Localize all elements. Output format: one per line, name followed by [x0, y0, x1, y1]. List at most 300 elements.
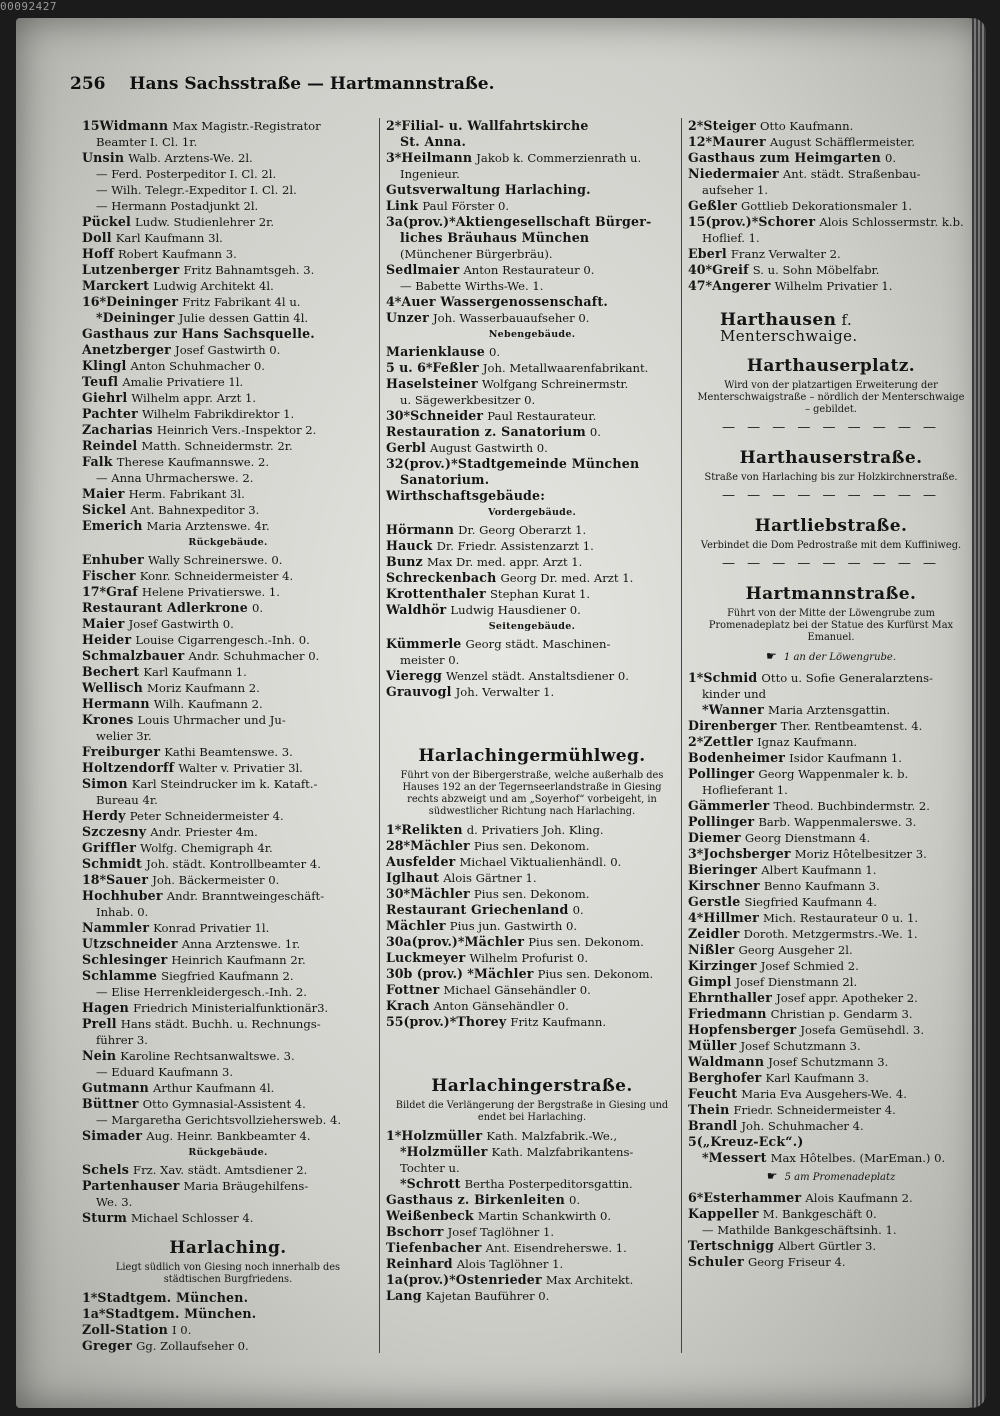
directory-entry: [688, 1134, 974, 1150]
resident-name: Simader: [82, 1128, 143, 1143]
directory-entry: [386, 886, 678, 902]
directory-entry: [386, 998, 678, 1014]
resident-details: Ingenieur.: [400, 167, 460, 181]
resident-name: Ausfelder: [386, 854, 456, 869]
resident-name: St. Anna.: [400, 134, 467, 149]
directory-entry: [386, 636, 678, 652]
resident-details: Louis Uhrmacher und Ju-: [137, 713, 286, 727]
resident-name: Falk: [82, 454, 113, 469]
dash-rule: — — — — — — — — —: [721, 420, 941, 435]
resident-details: 0.: [569, 1193, 581, 1207]
resident-name: Hauck: [386, 538, 433, 553]
position-marker-text: 5 am Promenadeplatz: [784, 1172, 896, 1183]
resident-details: Anton Restaurateur 0.: [463, 263, 595, 277]
resident-details: Maria Bräugehilfens-: [183, 1179, 309, 1193]
resident-details: Otto u. Sofie Generalarztens-: [761, 671, 933, 685]
directory-entry: [688, 1038, 974, 1054]
page-header: [70, 74, 495, 94]
directory-entry: [386, 424, 678, 440]
resident-details: Ant. städt. Straßenbau-: [782, 167, 921, 181]
entry-continuation: [688, 230, 974, 246]
directory-entry: [386, 440, 678, 456]
directory-entry: [688, 1006, 974, 1022]
directory-entry: [82, 696, 374, 712]
house-number: 5 u. 6*: [386, 360, 433, 375]
resident-name: Mächler: [464, 934, 525, 949]
resident-details: Walter v. Privatier 3l.: [178, 761, 303, 775]
entry-continuation: [386, 166, 678, 182]
resident-name: Zacharias: [82, 422, 153, 437]
resident-details: Maria Eva Ausgehers-We. 4.: [741, 1087, 907, 1101]
house-number: 12*: [688, 134, 713, 149]
street-heading-harlachingerstrasse: Harlachingerstraße.: [431, 1076, 633, 1096]
resident-name: Waldhör: [386, 602, 447, 617]
directory-entry: [386, 1224, 678, 1240]
resident-name: Angerer: [712, 278, 771, 293]
directory-entry: [688, 1238, 974, 1254]
resident-name: Mächler: [386, 918, 446, 933]
resident-details: Michael Gänsehändler 0.: [443, 983, 591, 997]
resident-details: Kajetan Bauführer 0.: [425, 1289, 550, 1303]
resident-details: Siegfried Kaufmann 4.: [744, 895, 877, 909]
directory-entry: [386, 950, 678, 966]
entry-continuation: [82, 728, 374, 744]
resident-name: Hopfensberger: [688, 1022, 797, 1037]
resident-details: Hoflieferant 1.: [702, 783, 788, 797]
resident-details: Wilhelm Fabrikdirektor 1.: [142, 407, 295, 421]
directory-entry: [688, 1086, 974, 1102]
house-number: 5: [688, 1134, 697, 1149]
resident-details: Isidor Kaufmann 1.: [789, 751, 902, 765]
directory-entry: [82, 1000, 374, 1016]
resident-name: Deininger: [102, 310, 175, 325]
directory-entry: [82, 1210, 374, 1226]
entry-continuation: [82, 1032, 374, 1048]
directory-entry: [82, 246, 374, 262]
directory-entry: [82, 568, 374, 584]
street-note-hartmannstrasse: Führt von der Mitte der Löwengrube zum Promenadeplatz bei der Statue des Kurfürst Max Emanuel.: [708, 608, 954, 643]
resident-details: Kath. Malzfabrik.-We.,: [486, 1129, 618, 1143]
street-heading-harlaching: Harlaching.: [169, 1238, 287, 1258]
hartmannstrasse-entries: [688, 670, 974, 1166]
resident-details: Martin Schankwirth 0.: [477, 1209, 612, 1223]
resident-name: Aktiengesellschaft Bürger-: [455, 214, 652, 229]
house-number: 2*: [688, 118, 704, 133]
directory-entry: [688, 1190, 974, 1206]
resident-details: u. Sägewerkbesitzer 0.: [400, 393, 536, 407]
directory-entry: [688, 1102, 974, 1118]
street-note-hartliebstrasse: Verbindet die Dom Pedrostraße mit dem Kuffiniweg.: [700, 540, 962, 551]
resident-name: Anetzberger: [82, 342, 172, 357]
resident-details: Anton Schuhmacher 0.: [130, 359, 265, 373]
resident-details: Max Hôtelbes. (MarEman.) 0.: [770, 1151, 946, 1165]
resident-details: Paul Förster 0.: [422, 199, 510, 213]
resident-details: Matth. Schneidermstr. 2r.: [141, 439, 293, 453]
resident-details: Heinrich Vers.-Inspektor 2.: [156, 423, 317, 437]
resident-name: Luckmeyer: [386, 950, 466, 965]
street-heading-harthauserplatz: Harthauserplatz.: [746, 356, 916, 376]
resident-details: Konrad Privatier 1l.: [153, 921, 270, 935]
house-number: 55(prov.)*: [386, 1014, 457, 1029]
directory-entry: [82, 744, 374, 760]
resident-details: August Schäfflermeister.: [769, 135, 916, 149]
resident-details: Wenzel städt. Anstaltsdiener 0.: [446, 669, 629, 683]
column-2: [386, 118, 678, 1304]
house-number: 18*: [82, 872, 107, 887]
directory-entry: [82, 294, 374, 310]
cross-reference-text: f. Menterschwaige.: [720, 311, 858, 345]
resident-name: Holtzendorff: [82, 760, 175, 775]
resident-name: (prov.)*Stadtgemeinde München: [403, 456, 640, 471]
page-title: Hans Sachsstraße — Hartmannstraße.: [129, 74, 495, 94]
directory-entry: [688, 198, 974, 214]
resident-details: Wilhelm Profurist 0.: [469, 951, 589, 965]
street-heading-hartmannstrasse: Hartmannstraße.: [745, 584, 917, 604]
house-number: 32: [386, 456, 404, 471]
directory-entry: [688, 990, 974, 1006]
directory-entry: [386, 262, 678, 278]
resident-details: Josef Taglöhner 1.: [447, 1225, 555, 1239]
resident-details: Frz. Xav. städt. Amtsdiener 2.: [133, 1163, 308, 1177]
resident-details: Wally Schreinerswe. 0.: [147, 553, 283, 567]
directory-entry: [386, 570, 678, 586]
resident-name: Schreckenbach: [386, 570, 497, 585]
directory-entry: [82, 454, 374, 470]
resident-name: Grauvogl: [386, 684, 452, 699]
directory-entry: [688, 798, 974, 814]
resident-name: Restauration z. Sanatorium: [386, 424, 586, 439]
directory-entry: [386, 966, 678, 982]
resident-name: Graf: [106, 584, 138, 599]
column-2-entries: [386, 118, 678, 700]
resident-name: Lang: [386, 1288, 422, 1303]
directory-entry: [386, 538, 678, 554]
resident-details: Amalie Privatiere 1l.: [122, 375, 244, 389]
column-rule-left: [379, 118, 380, 1353]
resident-name: Bieringer: [688, 862, 758, 877]
directory-entry: [688, 1118, 974, 1134]
resident-details: Karoline Rechtsanwaltswe. 3.: [120, 1049, 295, 1063]
directory-entry: [386, 522, 678, 538]
resident-name: Simon: [82, 776, 128, 791]
resident-details: Moriz Kaufmann 2.: [147, 681, 260, 695]
resident-name: Schmidt: [82, 856, 143, 871]
resident-details: Georg Friseur 4.: [747, 1255, 846, 1269]
resident-details: Hoflief. 1.: [702, 231, 760, 245]
resident-name: Müller: [688, 1038, 737, 1053]
resident-name: Berghofer: [688, 1070, 762, 1085]
building-subheading: Rückgebäude.: [188, 537, 268, 548]
resident-details: Wolfg. Chemigraph 4r.: [140, 841, 273, 855]
directory-entry: [688, 134, 974, 150]
resident-details: Josefa Gemüsehdl. 3.: [800, 1023, 925, 1037]
resident-details: Therese Kaufmannswe. 2.: [116, 455, 270, 469]
directory-entry: [386, 408, 678, 424]
house-number: *: [400, 1176, 407, 1191]
resident-details: Ludw. Studienlehrer 2r.: [135, 215, 275, 229]
house-number: 3a(prov.)*: [386, 214, 456, 229]
resident-details: Josef appr. Apotheker 2.: [776, 991, 918, 1005]
street-heading-harlachingermuehlweg: Harlachingermühlweg.: [418, 746, 646, 766]
resident-name: Gerbl: [386, 440, 426, 455]
house-number: 2*: [386, 118, 402, 133]
directory-entry: [386, 982, 678, 998]
house-number: 15(prov.)*: [688, 214, 759, 229]
resident-details: — Hermann Postadjunkt 2l.: [96, 199, 259, 213]
resident-name: Wanner: [708, 702, 764, 717]
resident-name: Tertschnigg: [688, 1238, 775, 1253]
directory-entry: [688, 670, 974, 686]
resident-details: Robert Kaufmann 3.: [117, 247, 237, 261]
resident-details: Friedr. Schneidermeister 4.: [733, 1103, 896, 1117]
resident-details: Joh. Metallwaarenfabrikant.: [482, 361, 649, 375]
directory-entry: [386, 310, 678, 326]
resident-name: Schneider: [410, 408, 484, 423]
resident-details: Joh. Verwalter 1.: [455, 685, 555, 699]
resident-name: Krottenthaler: [386, 586, 486, 601]
directory-entry: [82, 808, 374, 824]
street-heading-hartliebstrasse: Hartliebstraße.: [754, 516, 908, 536]
directory-entry: [688, 150, 974, 166]
resident-name: Mächler: [473, 966, 534, 981]
resident-details: Wilhelm Privatier 1.: [774, 279, 893, 293]
resident-name: Krones: [82, 712, 134, 727]
resident-name: Schlamme: [82, 968, 158, 983]
directory-entry: [688, 894, 974, 910]
resident-name: Freiburger: [82, 744, 161, 759]
entry-continuation: [688, 182, 974, 198]
resident-details: Franz Verwalter 2.: [730, 247, 841, 261]
resident-details: Ant. Bahnexpeditor 3.: [130, 503, 260, 517]
resident-name: Widmann: [99, 118, 169, 133]
directory-entry: [386, 118, 678, 134]
resident-name: Klingl: [82, 358, 127, 373]
pointing-hand-icon: ☛: [766, 1169, 778, 1183]
resident-details: Aug. Heinr. Bankbeamter 4.: [146, 1129, 311, 1143]
resident-name: Fischer: [82, 568, 136, 583]
resident-details: d. Privatiers Joh. Kling.: [466, 823, 604, 837]
resident-name: Holzmüller: [401, 1128, 483, 1143]
directory-entry: [82, 262, 374, 278]
directory-entry: [386, 870, 678, 886]
resident-name: Stadtgem. München.: [97, 1290, 249, 1305]
directory-entry: [688, 1206, 974, 1222]
resident-details: Max Dr. med. appr. Arzt 1.: [426, 555, 583, 569]
directory-entry: [82, 358, 374, 374]
resident-details: Pius sen. Dekonom.: [537, 967, 654, 981]
resident-details: Kathi Beamtenswe. 3.: [164, 745, 293, 759]
directory-entry: [82, 680, 374, 696]
resident-name: Szczesny: [82, 824, 147, 839]
directory-entry: [82, 856, 374, 872]
resident-name: Schorer: [758, 214, 816, 229]
house-number: 30*: [386, 886, 411, 901]
house-number: 15: [82, 118, 100, 133]
directory-entry: [82, 230, 374, 246]
resident-details: — Ferd. Posterpeditor I. Cl. 2l.: [96, 167, 277, 181]
street-note-harthauserstrasse: Straße von Harlaching bis zur Holzkirchnerstraße.: [704, 472, 958, 483]
resident-name: Steiger: [703, 118, 756, 133]
building-subheading: Seitengebäude.: [488, 621, 576, 632]
resident-details: Michael Schlosser 4.: [131, 1211, 254, 1225]
directory-entry: [688, 846, 974, 862]
resident-name: Sickel: [82, 502, 127, 517]
resident-name: Pückel: [82, 214, 132, 229]
directory-entry: [688, 118, 974, 134]
directory-entry: [688, 1254, 974, 1270]
directory-entry: [82, 486, 374, 502]
column-rule-right: [681, 118, 682, 1353]
directory-entry: [82, 968, 374, 984]
column-1-entries: [82, 118, 374, 1226]
position-marker-text: 1 an der Löwengrube.: [783, 652, 897, 663]
resident-details: Barb. Wappenmalerswe. 3.: [758, 815, 917, 829]
resident-name: Hillmer: [703, 910, 759, 925]
resident-details: Otto Gymnasial-Assistent 4.: [142, 1097, 306, 1111]
directory-entry: [386, 1128, 678, 1144]
directory-entry: [386, 1240, 678, 1256]
directory-entry: [82, 406, 374, 422]
resident-details: Ther. Rentbeamtenst. 4.: [780, 719, 923, 733]
house-number: 47*: [688, 278, 713, 293]
dash-rule: — — — — — — — — —: [721, 488, 941, 503]
resident-name: Weißenbeck: [386, 1208, 474, 1223]
position-marker: [688, 1168, 974, 1186]
house-number: 3*: [688, 846, 704, 861]
resident-name: Ostenrieder: [455, 1272, 542, 1287]
resident-name: Kappeller: [688, 1206, 759, 1221]
entry-continuation: [688, 1222, 974, 1238]
resident-name: Hochhuber: [82, 888, 163, 903]
resident-details: Alois Taglöhner 1.: [456, 1257, 564, 1271]
directory-entry: [386, 822, 678, 838]
resident-details: Maria Arztenswe. 4r.: [146, 519, 270, 533]
resident-details: M. Bankgeschäft 0.: [762, 1207, 877, 1221]
resident-details: August Gastwirth 0.: [430, 441, 548, 455]
resident-name: Niedermaier: [688, 166, 779, 181]
house-number: 1*: [688, 670, 704, 685]
resident-name: Bunz: [386, 554, 423, 569]
resident-name: Maier: [82, 486, 125, 501]
directory-entry: [386, 902, 678, 918]
resident-name: Haselsteiner: [386, 376, 478, 391]
resident-name: Schmalzbauer: [82, 648, 185, 663]
directory-entry: [688, 942, 974, 958]
resident-details: Bureau 4r.: [96, 793, 158, 807]
entry-continuation: [386, 1160, 678, 1176]
resident-details: Fritz Bahnamtsgeh. 3.: [183, 263, 315, 277]
resident-details: Wilhelm appr. Arzt 1.: [131, 391, 257, 405]
resident-name: Messert: [708, 1150, 767, 1165]
resident-name: Waldmann: [688, 1054, 765, 1069]
directory-entry: [82, 1048, 374, 1064]
house-number: 40*: [688, 262, 713, 277]
house-number: *: [702, 702, 709, 717]
resident-details: Jakob k. Commerzienrath u.: [476, 151, 642, 165]
directory-entry: [82, 1096, 374, 1112]
resident-details: Andr. Schuhmacher 0.: [188, 649, 320, 663]
entry-continuation: [386, 278, 678, 294]
resident-name: Prell: [82, 1016, 117, 1031]
house-number: 30a(prov.)*: [386, 934, 465, 949]
directory-entry: [386, 360, 678, 376]
resident-name: Doll: [82, 230, 112, 245]
directory-entry: [386, 1256, 678, 1272]
street-note-harthauserplatz: Wird von der platzartigen Erweiterung der Menterschwaigstraße – nördlich der Menterschwaige – gebildet.: [697, 380, 965, 415]
entry-continuation: [82, 182, 374, 198]
entry-continuation: [688, 686, 974, 702]
resident-name: Vieregg: [386, 668, 443, 683]
resident-details: Arthur Kaufmann 4l.: [152, 1081, 275, 1095]
directory-entry: [82, 872, 374, 888]
resident-name: Gutmann: [82, 1080, 149, 1095]
resident-details: Siegfried Kaufmann 2.: [161, 969, 294, 983]
resident-name: Bechert: [82, 664, 140, 679]
resident-name: Hörmann: [386, 522, 455, 537]
resident-details: Benno Kaufmann 3.: [763, 879, 880, 893]
directory-entry: [82, 214, 374, 230]
resident-details: Georg Dr. med. Arzt 1.: [500, 571, 634, 585]
resident-details: — Babette Wirths-We. 1.: [400, 279, 544, 293]
resident-details: Ludwig Architekt 4l.: [153, 279, 274, 293]
resident-name: Griffler: [82, 840, 137, 855]
resident-details: Paul Restaurateur.: [487, 409, 597, 423]
directory-entry: [82, 502, 374, 518]
directory-entry: [82, 824, 374, 840]
directory-entry: [386, 182, 678, 198]
resident-details: Pius sen. Dekonom.: [528, 935, 644, 949]
resident-details: — Elise Herrenkleidergesch.-Inh. 2.: [96, 985, 307, 999]
resident-details: Anna Arztenswe. 1r.: [181, 937, 301, 951]
resident-name: Mächler: [410, 886, 470, 901]
directory-entry: [688, 1150, 974, 1166]
resident-details: Bertha Posterpeditorsgattin.: [464, 1177, 633, 1191]
resident-name: Zettler: [703, 734, 754, 749]
resident-name: Zeidler: [688, 926, 740, 941]
directory-entry: [82, 1016, 374, 1032]
directory-entry: [82, 1322, 374, 1338]
resident-details: Ludwig Hausdiener 0.: [450, 603, 581, 617]
directory-entry: [82, 390, 374, 406]
directory-entry: [82, 840, 374, 856]
directory-entry: [688, 262, 974, 278]
directory-entry: [386, 684, 678, 700]
resident-name: Maier: [82, 616, 125, 631]
resident-details: 0.: [885, 151, 897, 165]
house-number: 2*: [688, 734, 704, 749]
resident-name: Gasthaus zur Hans Sachsquelle.: [82, 326, 315, 341]
resident-details: 0.: [589, 425, 601, 439]
resident-details: Joh. Schuhmacher 4.: [741, 1119, 864, 1133]
directory-entry: [386, 934, 678, 950]
directory-entry: [688, 910, 974, 926]
directory-entry: [386, 602, 678, 618]
resident-details: führer 3.: [96, 1033, 148, 1047]
resident-name: Marckert: [82, 278, 150, 293]
resident-name: Friedmann: [688, 1006, 767, 1021]
resident-details: Helene Privatierswe. 1.: [141, 585, 280, 599]
resident-name: Gasthaus z. Birkenleiten: [386, 1192, 566, 1207]
resident-details: Peter Schneidermeister 4.: [129, 809, 284, 823]
directory-entry: [82, 118, 374, 134]
resident-details: Alois Schlossermstr. k.b.: [819, 215, 964, 229]
resident-details: Georg städt. Maschinen-: [465, 637, 611, 651]
resident-details: Dr. Georg Oberarzt 1.: [458, 523, 587, 537]
resident-name: Büttner: [82, 1096, 139, 1111]
resident-details: Herm. Fabrikant 3l.: [128, 487, 245, 501]
house-number: 4*: [386, 294, 402, 309]
resident-details: Ignaz Kaufmann.: [757, 735, 858, 749]
